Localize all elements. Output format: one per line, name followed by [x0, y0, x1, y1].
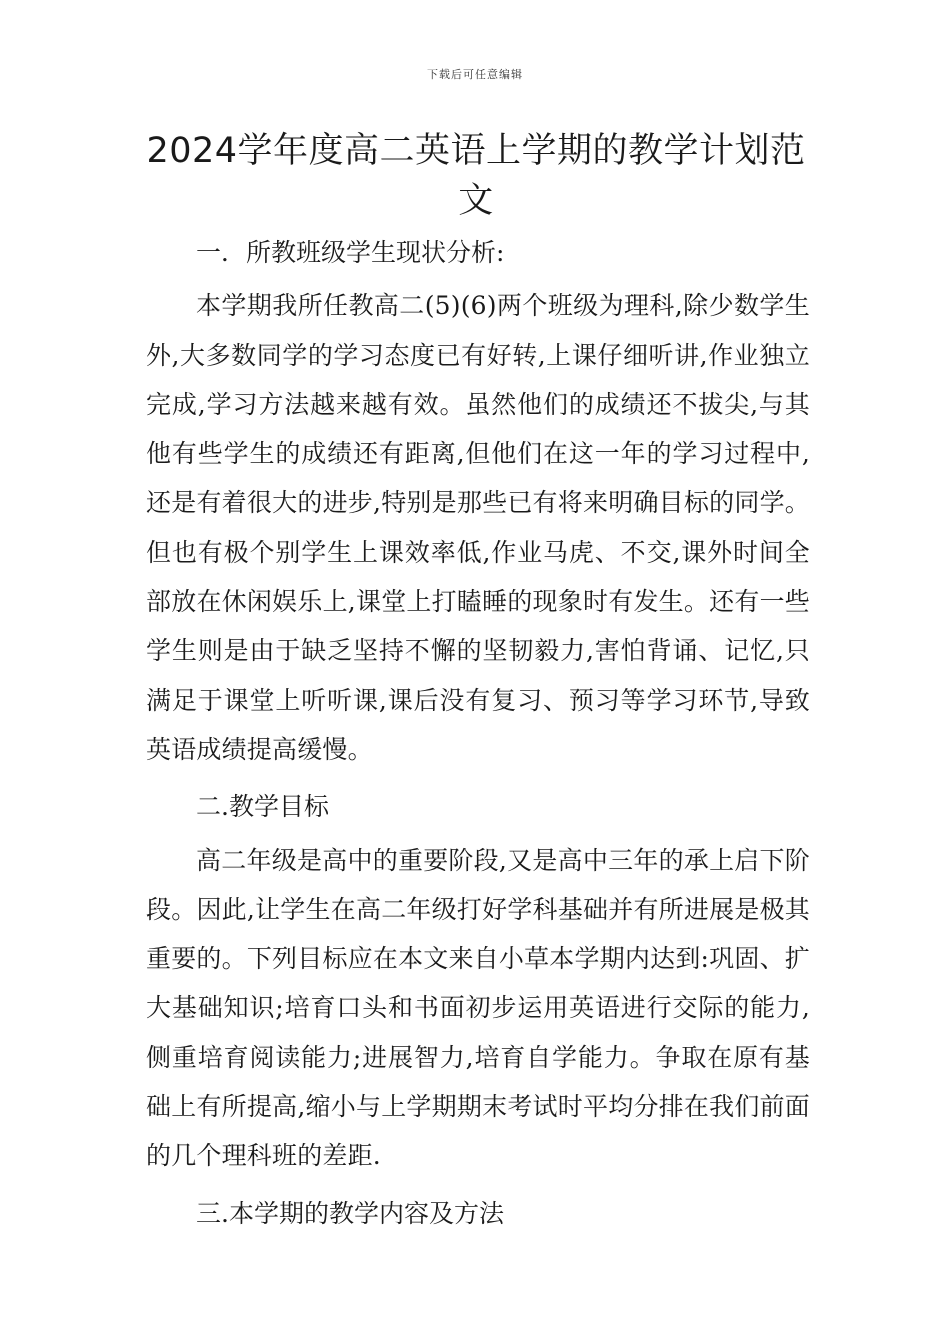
document-title: 2024学年度高二英语上学期的教学计划范文 — [146, 131, 806, 221]
section-paragraph-2: 高二年级是高中的重要阶段,又是高中三年的承上启下阶段。因此,让学生在高二年级打好学科基础并有所进展是极其重要的。下列目标应在本文来自小草本学期内达到:巩固、扩大基础知识;培育口头和书面初步运用英语进行交际的能力,侧重培育阅读能力;进展智力,培育自学能力。争取在原有基础上有所提高,缩小与上学期期末考试时平均分排在我们前面的几个理科班的差距. — [146, 845, 810, 1171]
section-heading-3: 三.本学期的教学内容及方法 — [196, 1198, 504, 1228]
section-heading-1: 一．所教班级学生现状分析: — [196, 238, 505, 267]
section-paragraph-1: 本学期我所任教高二(5)(6)两个班级为理科,除少数学生外,大多数同学的学习态度已有好转,上课仔细听讲,作业独立完成,学习方法越来越有效。虽然他们的成绩还不拔尖,与其他有些学生的成绩还有距离,但他们在这一年的学习过程中,还是有着很大的进步,特别是那些已有将来明确目标的同学。但也有极个别学生上课效率低,作业马虎、不交,课外时间全部放在休闲娱乐上,课堂上打瞌睡的现象时有发生。还有一些学生则是由于缺乏坚持不懈的坚韧毅力,害怕背诵、记忆,只满足于课堂上听听课,课后没有复习、预习等学习环节,导致英语成绩提高缓慢。 — [146, 291, 810, 764]
header-note: 下载后可任意编辑 — [427, 68, 523, 81]
document-body — [146, 228, 810, 1238]
section-heading-2: 二.教学目标 — [196, 792, 329, 822]
